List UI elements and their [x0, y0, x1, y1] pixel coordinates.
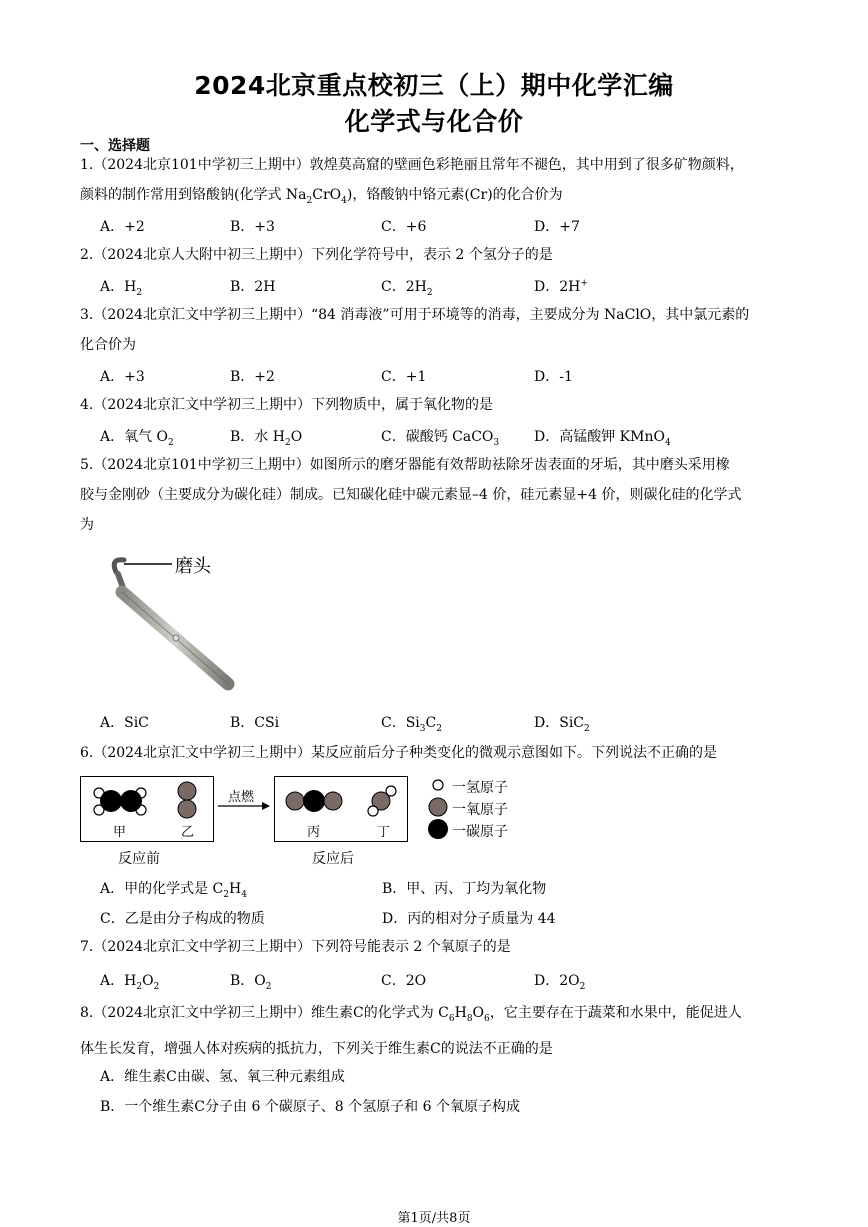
question-8: [80, 998, 792, 1064]
legend-oxygen: 一氧原子: [452, 802, 508, 818]
option-b: B．$O_2$: [230, 973, 272, 992]
question-5-line-2: 胶与金刚砂（主要成分为碳化硅）制成。已知碳化硅中碳元素显–4 价，硅元素显+4 价，则碳化硅的化学式: [80, 487, 742, 503]
question-7: 7.（2024北京汇文中学初三上期中）下列符号能表示 2 个氧原子的是: [80, 939, 511, 955]
question-5-line-3: 为: [80, 517, 94, 533]
question-3-line-2: 化合价为: [80, 337, 136, 353]
option-d: D．高锰酸钾 KMnO$_4$: [534, 429, 671, 448]
option-c: C．$2H_2$: [381, 279, 433, 298]
option-c: C．$Si_3C_2$: [381, 715, 442, 734]
atom-legend-markers: [426, 778, 452, 840]
question-8-line-1: 8.（2024北京汇文中学初三上期中）维生素C的化学式为 $C_6H_8O_6$，它主要存在于蔬菜和水果中，能促进人: [80, 1005, 742, 1024]
question-4-options: [100, 426, 800, 448]
legend-hydrogen: 一氢原子: [452, 780, 508, 796]
option-d: D．-1: [534, 369, 573, 385]
question-1-line-1: 1.（2024北京101中学初三上期中）敦煌莫高窟的壁画色彩艳丽且常年不褪色，其中用到了很多矿物颜料，: [80, 157, 744, 173]
question-1: [80, 150, 792, 216]
option-a: A．SiC: [100, 715, 149, 731]
question-1-line-2: 颜料的制作常用到铬酸钠(化学式 $Na_2CrO_4$)，铬酸钠中铬元素(Cr)的化合价为: [80, 187, 563, 206]
reaction-after-box: [274, 776, 408, 842]
page-title: 2024北京重点校初三（上）期中化学汇编: [194, 71, 674, 100]
option-d: D．+7: [534, 219, 580, 235]
reaction-before-box: [80, 776, 214, 842]
page-subtitle: 化学式与化合价: [344, 107, 524, 136]
question-6: 6.（2024北京汇文中学初三上期中）某反应前后分子种类变化的微观示意图如下。下列说法不正确的是: [80, 745, 717, 761]
arrow-label-ignite: 点燃: [228, 790, 255, 805]
option-c: C．2O: [381, 973, 427, 989]
question-3: [80, 300, 792, 360]
label-after-reaction: 反应后: [312, 851, 354, 867]
molecule-label-yi: 乙: [181, 825, 195, 840]
option-c: C．+6: [381, 219, 427, 235]
section-heading: 一、选择题: [80, 138, 150, 154]
q6-option-b: B．甲、丙、丁均为氧化物: [382, 881, 547, 897]
option-b: B．+2: [230, 369, 275, 385]
option-a: A．+2: [100, 219, 145, 235]
option-a: A．$H_2$: [100, 279, 143, 298]
question-5-line-1: 5.（2024北京101中学初三上期中）如图所示的磨牙器能有效帮助祛除牙齿表面的牙垢，其中磨头采用橡: [80, 457, 730, 473]
q8-option-b: B．一个维生素C分子由 6 个碳原子、8 个氢原子和 6 个氧原子构成: [100, 1099, 520, 1115]
option-b: B．2H: [230, 279, 276, 295]
q6-option-a: A．甲的化学式是 $C_2H_4$: [100, 881, 247, 900]
option-a: A．+3: [100, 369, 145, 385]
option-a: A．氧气 $O_2$: [100, 429, 174, 448]
question-7-options: [100, 970, 800, 992]
option-b: B．+3: [230, 219, 275, 235]
question-2-options: [100, 276, 800, 298]
q6-option-c: C．乙是由分子构成的物质: [100, 911, 265, 927]
question-4: 4.（2024北京汇文中学初三上期中）下列物质中，属于氧化物的是: [80, 397, 493, 413]
question-5-options: [100, 712, 800, 734]
option-d: D．SiC$_2$: [534, 715, 590, 734]
q8-option-a: A．维生素C由碳、氢、氧三种元素组成: [100, 1069, 345, 1085]
option-d: D．$2O_2$: [534, 973, 586, 992]
q6-option-d: D．丙的相对分子质量为 44: [382, 911, 556, 927]
option-d: D．2H+: [534, 278, 588, 295]
label-before-reaction: 反应前: [118, 851, 160, 867]
molecule-label-bing: 丙: [307, 825, 321, 840]
option-c: C．碳酸钙 CaCO$_3$: [381, 429, 500, 448]
question-2: 2.（2024北京人大附中初三上期中）下列化学符号中，表示 2 个氢分子的是: [80, 247, 553, 263]
page-footer: 第1页/共8页: [397, 1211, 471, 1226]
question-5: [80, 450, 792, 540]
question-1-options: [100, 216, 800, 238]
molecule-label-jia: 甲: [113, 825, 127, 840]
question-3-options: [100, 366, 800, 388]
option-b: B．水 $H_2O$: [230, 429, 303, 448]
option-c: C．+1: [381, 369, 427, 385]
figure-label-grinding-head: 磨头: [175, 556, 211, 577]
question-3-line-1: 3.（2024北京汇文中学初三上期中）“84 消毒液”可用于环境等的消毒，主要成分为 NaClO，其中氯元素的: [80, 307, 750, 323]
legend-carbon: 一碳原子: [452, 824, 508, 840]
question-8-line-2: 体生长发育，增强人体对疾病的抵抗力，下列关于维生素C的说法不正确的是: [80, 1040, 553, 1057]
option-b: B．CSi: [230, 715, 280, 731]
molecule-label-ding: 丁: [377, 825, 391, 840]
option-a: A．$H_2O_2$: [100, 973, 160, 992]
